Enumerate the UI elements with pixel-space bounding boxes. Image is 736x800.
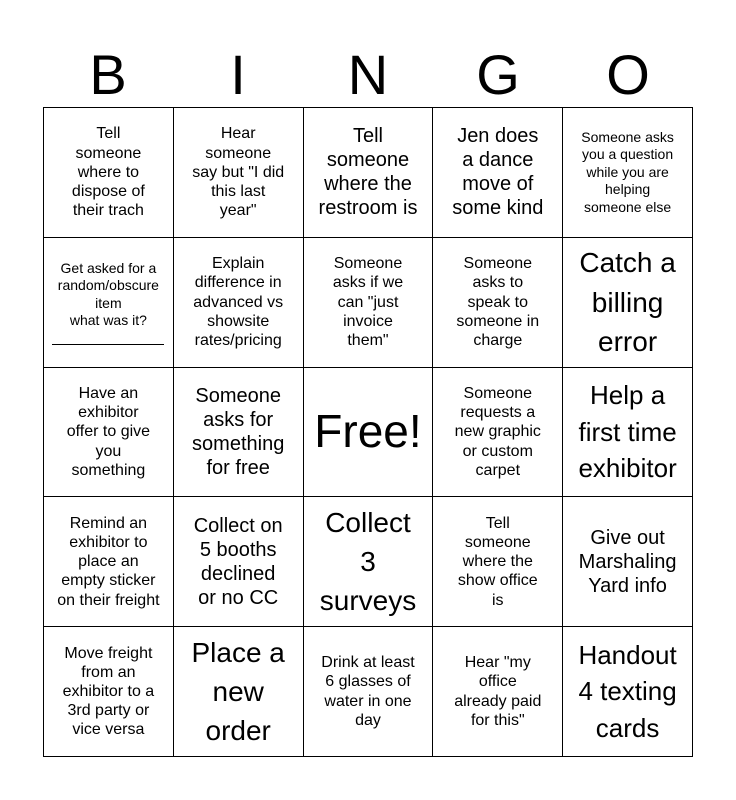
bingo-cell[interactable]	[433, 368, 563, 498]
bingo-cell[interactable]	[174, 497, 304, 627]
bingo-cell-content	[67, 384, 150, 480]
bingo-cell-text: Someone requests a new graphic or custom carpet	[454, 385, 541, 479]
bingo-cell[interactable]	[304, 497, 434, 627]
bingo-cell-text: Handout 4 texting cards	[578, 640, 677, 743]
bingo-cell-text: Tell someone where to dispose of their trach	[71, 125, 145, 220]
header-letter-o: O	[606, 43, 650, 106]
bingo-cell-text: Someone asks for something for free	[192, 384, 285, 479]
bingo-cell-text: Catch a billing error	[579, 247, 676, 357]
bingo-cell-content	[52, 260, 164, 345]
answer-blank-line	[52, 344, 164, 345]
bingo-cell-content	[579, 243, 676, 361]
bingo-cell[interactable]	[174, 108, 304, 238]
bingo-cell[interactable]	[44, 368, 174, 498]
bingo-cell-content	[57, 514, 159, 610]
bingo-cell-content	[454, 653, 541, 730]
bingo-cell-content	[452, 124, 543, 220]
bingo-cell[interactable]	[433, 627, 563, 757]
bingo-cell-text: Move freight from an exhibitor to a 3rd party or vice versa	[62, 644, 155, 739]
bingo-cell[interactable]	[174, 368, 304, 498]
bingo-cell-content	[321, 653, 414, 730]
bingo-cell[interactable]	[563, 497, 693, 627]
bingo-cell-content	[333, 254, 403, 350]
bingo-cell-content	[314, 404, 421, 459]
bingo-cell-content	[455, 384, 541, 480]
bingo-cell-text: Remind an exhibitor to place an empty sticker on their freight	[57, 514, 160, 609]
bingo-cell-text: Give out Marshaling Yard info	[578, 526, 677, 597]
bingo-header	[43, 44, 693, 106]
bingo-free-cell[interactable]	[304, 368, 434, 498]
bingo-cell[interactable]	[304, 108, 434, 238]
bingo-cell[interactable]	[304, 238, 434, 368]
bingo-cell[interactable]	[433, 108, 563, 238]
bingo-cell-content	[192, 124, 284, 220]
bingo-cell[interactable]	[433, 497, 563, 627]
bingo-cell-content	[578, 377, 676, 486]
bingo-cell-text: Explain difference in advanced vs showsite rates/pricing	[193, 255, 284, 349]
header-letter-n: N	[347, 43, 389, 106]
bingo-cell[interactable]	[174, 627, 304, 757]
bingo-cell-text: Tell someone where the show office is	[457, 514, 538, 609]
bingo-cell-content	[581, 129, 674, 217]
bingo-cell-text: Someone asks to speak to someone in charge	[456, 255, 540, 349]
bingo-cell-text: Hear someone say but "I did this last year"	[192, 125, 285, 220]
header-letter-g: G	[476, 43, 520, 106]
bingo-cell[interactable]	[44, 238, 174, 368]
bingo-cell-text: Collect on 5 booths declined or no CC	[193, 514, 283, 609]
bingo-cell-content	[579, 526, 677, 598]
bingo-cell-content	[63, 644, 155, 740]
bingo-cell[interactable]	[304, 627, 434, 757]
bingo-cell-text: Jen does a dance move of some kind	[452, 125, 544, 220]
bingo-cell-text: Drink at least 6 glasses of water in one day	[321, 654, 415, 729]
bingo-cell[interactable]	[44, 497, 174, 627]
bingo-cell[interactable]	[563, 368, 693, 498]
bingo-cell-content	[194, 514, 283, 610]
header-letter-i: I	[230, 43, 246, 106]
bingo-cell-text: Place a new order	[191, 636, 285, 747]
bingo-cell-content	[578, 637, 676, 746]
bingo-cell-content	[456, 254, 539, 350]
bingo-cell-content	[320, 503, 416, 621]
bingo-cell-text: Someone asks you a question while you are helping someone else	[581, 128, 674, 215]
bingo-cell-content	[458, 514, 538, 610]
bingo-cell-text: Get asked for a random/obscure item what was it?	[57, 259, 159, 329]
header-letter-b: B	[89, 43, 127, 106]
bingo-cell-content	[193, 254, 283, 350]
bingo-cell[interactable]	[44, 108, 174, 238]
bingo-cell-text: Someone asks if we can "just invoice them"	[332, 255, 404, 349]
bingo-grid	[43, 107, 693, 757]
bingo-cell-text: Free!	[314, 405, 422, 458]
bingo-cell-content	[191, 633, 284, 751]
bingo-cell-content	[192, 384, 284, 480]
bingo-cell[interactable]	[174, 238, 304, 368]
bingo-cell[interactable]	[433, 238, 563, 368]
bingo-cell-text: Have an exhibitor offer to give you something	[66, 385, 151, 479]
bingo-cell[interactable]	[563, 627, 693, 757]
bingo-cell-text: Hear "my office already paid for this"	[454, 654, 542, 729]
bingo-cell[interactable]	[563, 108, 693, 238]
bingo-cell-text: Collect 3 surveys	[319, 507, 417, 617]
bingo-cell[interactable]	[563, 238, 693, 368]
bingo-cell-text: Tell someone where the restroom is	[318, 125, 418, 220]
bingo-cell-content	[319, 124, 418, 220]
bingo-cell[interactable]	[44, 627, 174, 757]
bingo-cell-text: Help a first time exhibitor	[578, 380, 677, 484]
bingo-cell-content	[72, 124, 145, 220]
